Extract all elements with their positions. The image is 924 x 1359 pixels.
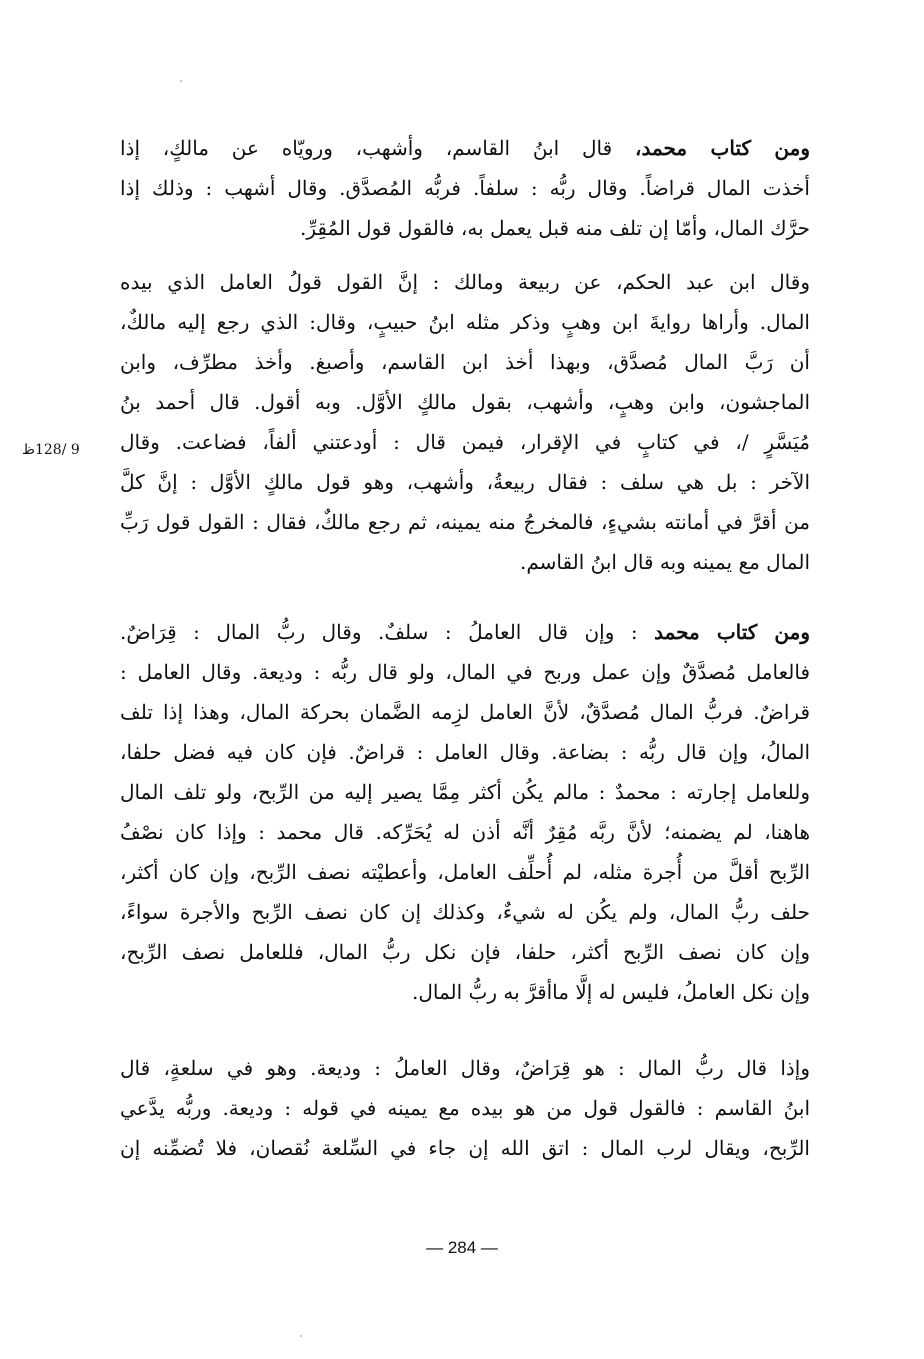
- text-line: ومن كتاب محمد : وإن قال العاملُ : سلفٌ. وقال ربُّ المال : قِرَاضٌ.: [120, 620, 810, 644]
- paragraph-3: [120, 612, 810, 1012]
- text-line: ومن كتاب محمد، قال ابنُ القاسم، وأشهب، ورويّاه عن مالكٍ، إذا: [120, 136, 810, 160]
- text-line: وللعامل إجارته : محمدٌ : مالم يكُن أكثر مِمَّا يصير إليه من الرِّبح، ولو تلف المال: [120, 780, 810, 804]
- margin-folio-note: 9 /128ظ: [22, 442, 80, 458]
- page-number: — 284 —: [426, 1238, 498, 1257]
- text-line: حلف ربُّ المال، ولم يكُن له شيءٌ، وكذلك إن كان نصف الرِّبح والأجرة سواءً،: [120, 900, 810, 924]
- text-line: الرِّبح، ويقال لرب المال : اتق الله إن جاء في السِّلعة نُقصان، فلا تُضمِّنه إن: [120, 1136, 810, 1160]
- text-line: ابنُ القاسم : فالقول قول من هو بيده مع يمينه في قوله : وديعة. وربُّه يدَّعي: [120, 1096, 810, 1120]
- text-line: من أقرَّ في أمانته بشيءٍ، فالمخرجُ منه يمينه، ثم رجع مالكٌ، فقال : القول قول رَبِّ: [120, 510, 810, 534]
- paragraph-4: [120, 1048, 810, 1168]
- text-line: فالعامل مُصدَّقٌ وإن عمل وربح في المال، ولو قال ربُّه : وديعة. وقال العامل :: [120, 660, 810, 684]
- scan-speck: [180, 80, 182, 82]
- text-line: وإذا قال ربُّ المال : هو قِرَاضٌ، وقال العاملُ : وديعة. وهو في سلعةٍ، قال: [120, 1056, 810, 1080]
- text-line: المال مع يمينه وبه قال ابنُ القاسم.: [519, 550, 810, 574]
- text-line: قراضٌ. فربُّ المال مُصدَّقٌ، لأنَّ العامل لزِمه الضَّمان بحركة المال، وهذا إذا تلف: [120, 700, 810, 724]
- text-line: المال. وأراها روايةَ ابن وهبٍ وذكر مثله ابنُ حبيبٍ، وقال: الذي رجع إليه مالكٌ،: [120, 310, 810, 334]
- text-line: حرَّك المال، وأمّا إن تلف منه قبل يعمل به، فالقول قول المُقِرِّ.: [299, 216, 810, 240]
- text-line: المالُ، وإن قال ربُّه : بضاعة. وقال العامل : قراضٌ. فإن كان فيه فضل حلفا،: [120, 740, 810, 764]
- text-line: أن رَبَّ المال مُصدَّق، وبهذا أخذ ابن القاسم، وأصبغ. وأخذ مطرِّف، وابن: [120, 350, 810, 374]
- paragraph-2: [120, 262, 810, 582]
- scan-speck: [300, 1335, 302, 1337]
- text-line: وإن نكل العاملُ، فليس له إلَّا ماأقرَّ به ربُّ المال.: [411, 980, 810, 1004]
- text-line: مُيَسَّرٍ /، في كتابٍ في الإقرار، فيمن قال : أودعتني ألفاً، فضاعت. وقال: [120, 430, 810, 454]
- text-line: الرِّبح أقلَّ من أُجرة مثله، لم أُحلِّف العامل، وأعطيْته نصف الرِّبح، وإن كان أكثر،: [120, 860, 810, 884]
- paragraph-1: [120, 128, 810, 248]
- text-line: وقال ابن عبد الحكم، عن ربيعة ومالك : إنَّ القول قولُ العامل الذي بيده: [120, 270, 810, 294]
- text-line: هاهنا، لم يضمنه؛ لأنَّ ربَّه مُقِرٌ أنَّه أذن له يُحَرِّكه. قال محمد : وإذا كان نصْفُ: [120, 820, 810, 844]
- text-line: أخذت المال قراضاً. وقال ربُّه : سلفاً. فربُّه المُصدَّق. وقال أشهب : وذلك إذا: [120, 176, 810, 200]
- text-line: الآخر : بل هي سلف : فقال ربيعةُ، وأشهب، وهو قول مالكٍ الأوَّل : إنَّ كلَّ: [120, 470, 810, 494]
- text-line: وإن كان نصف الرِّبح أكثر، حلفا، فإن نكل ربُّ المال، فللعامل نصف الرِّبح،: [120, 940, 810, 964]
- text-line: الماجشون، وابن وهبٍ، وأشهب، بقول مالكٍ الأوَّل. وبه أقول. قال أحمد بنُ: [120, 390, 810, 414]
